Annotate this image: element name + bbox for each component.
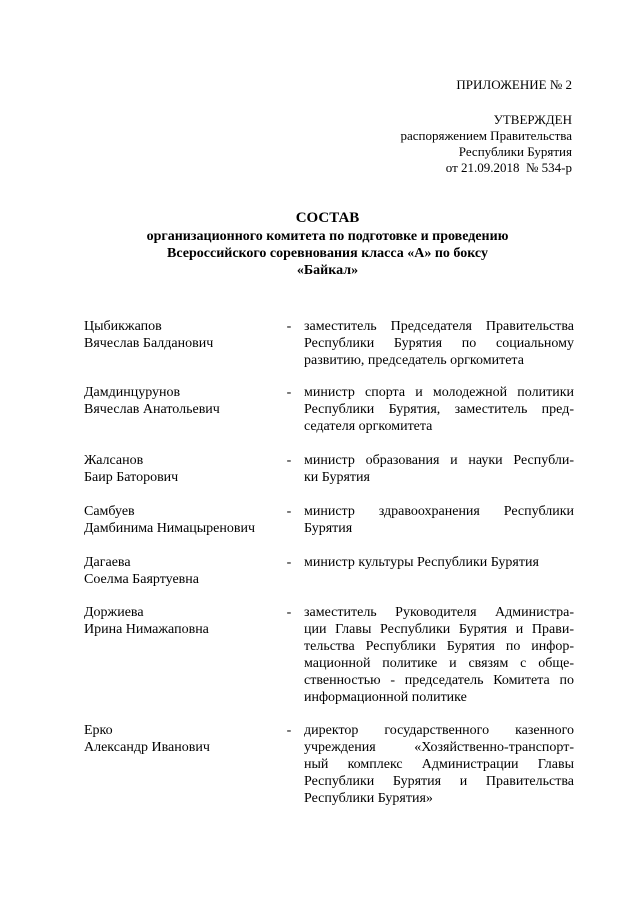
member-surname: Дагаева: [84, 555, 131, 570]
member-given-names: Вячеслав Анатольевич: [84, 402, 220, 417]
member-entry: [84, 318, 574, 384]
role-line: ки Бурятия: [304, 470, 370, 485]
member-surname: Самбуев: [84, 504, 135, 519]
role-line: Бурятия: [304, 521, 353, 536]
member-entry: [84, 503, 574, 554]
role-line: Республики Бурятия»: [304, 791, 433, 806]
role-line: седателя оргкомитета: [304, 419, 433, 434]
member-name: [84, 318, 284, 352]
member-surname: Цыбикжапов: [84, 319, 162, 334]
member-entry: [84, 722, 574, 822]
member-entry: [84, 452, 574, 503]
member-dash: -: [286, 385, 292, 400]
member-name: [84, 722, 284, 756]
member-entry: [84, 604, 574, 722]
member-dash: -: [286, 605, 292, 620]
approved-by-line: распоряжением Правительства: [400, 128, 572, 143]
member-given-names: Соелма Баяртуевна: [84, 572, 199, 587]
member-dash: -: [286, 555, 292, 570]
role-line: заместитель Руководителя Администра-: [304, 605, 574, 620]
title-main: СОСТАВ: [295, 210, 360, 226]
approved-label: УТВЕРЖДЕН: [493, 112, 572, 127]
member-role: [304, 722, 574, 807]
role-line: тельства Республики Бурятия по инфор-: [304, 639, 574, 654]
title-line-1: организационного комитета по подготовке и проведению: [146, 229, 509, 244]
role-line: Республики Бурятия и Правительства: [304, 774, 574, 789]
role-line: министр здравоохранения Республики: [304, 504, 574, 519]
member-dash: -: [286, 453, 292, 468]
committee-members-list: [84, 318, 574, 822]
role-line: заместитель Председателя Правительства: [304, 319, 574, 334]
member-given-names: Вячеслав Балданович: [84, 336, 214, 351]
role-line: мационной политике и связям с обще-: [304, 656, 574, 671]
role-line: министр культуры Республики Бурятия: [304, 555, 539, 570]
member-surname: Жалсанов: [84, 453, 144, 468]
member-given-names: Дамбинима Нимацыренович: [84, 521, 256, 536]
appendix-label: [456, 77, 572, 93]
title-line-2: Всероссийского соревнования класса «А» по боксу: [167, 246, 488, 261]
member-name: [84, 604, 284, 638]
role-line: ственностью - председатель Комитета по: [304, 673, 574, 688]
role-line: ции Главы Республики Бурятия и Прави-: [304, 622, 574, 637]
member-given-names: Ирина Нимажаповна: [84, 622, 209, 637]
member-name: [84, 452, 284, 486]
member-dash: -: [286, 504, 292, 519]
role-line: министр образования и науки Республи-: [304, 453, 574, 468]
approved-republic: Республики Бурятия: [458, 144, 572, 159]
member-role: [304, 318, 574, 369]
role-line: министр спорта и молодежной политики: [304, 385, 574, 400]
approval-stamp: [400, 112, 572, 176]
document-title: [80, 210, 575, 279]
role-line: Республики Бурятия, заместитель пред-: [304, 402, 574, 417]
role-line: директор государственного казенного: [304, 723, 574, 738]
member-role: [304, 503, 574, 537]
member-role: [304, 604, 574, 706]
member-name: [84, 384, 284, 418]
member-role: [304, 452, 574, 486]
member-surname: Ерко: [84, 723, 113, 738]
member-role: [304, 554, 574, 571]
member-surname: Дамдинцурунов: [84, 385, 181, 400]
member-name: [84, 554, 284, 588]
member-name: [84, 503, 284, 537]
approved-date-number: от 21.09.2018 № 534-р: [445, 160, 572, 175]
member-given-names: Александр Иванович: [84, 740, 210, 755]
title-line-3: «Байкал»: [296, 263, 359, 278]
member-surname: Доржиева: [84, 605, 144, 620]
appendix-number: ПРИЛОЖЕНИЕ № 2: [456, 77, 572, 92]
role-line: информационной политике: [304, 690, 467, 705]
member-dash: -: [286, 319, 292, 334]
role-line: ный комплекс Администрации Главы: [304, 757, 574, 772]
role-line: развитию, председатель оргкомитета: [304, 353, 524, 368]
member-given-names: Баир Баторович: [84, 470, 179, 485]
member-role: [304, 384, 574, 435]
role-line: Республики Бурятия по социальному: [304, 336, 574, 351]
member-entry: [84, 384, 574, 452]
member-dash: -: [286, 723, 292, 738]
member-entry: [84, 554, 574, 604]
role-line: учреждения «Хозяйственно-транспорт-: [304, 740, 574, 755]
